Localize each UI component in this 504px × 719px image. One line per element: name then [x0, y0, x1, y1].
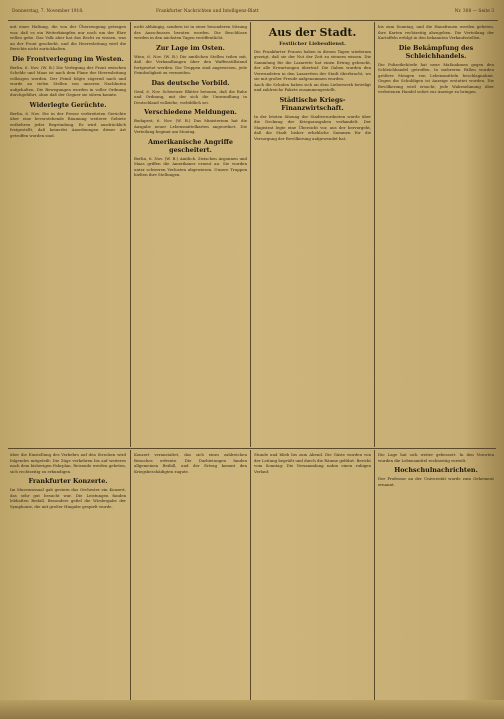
article-text: mit einer Haltung, die von der Überzeugung getragen war, daß es ein Weiterkämpfen nur noch um der Ehre willen gebe. Das Volk aber hat das Recht zu wissen, was an der Front geschieht, und die Heeresleitung wird die Berichte nicht zurückhalten.	[10, 24, 126, 51]
lower-column-3	[254, 452, 371, 698]
column-rule	[250, 22, 251, 447]
section-headline: Aus der Stadt.	[268, 26, 357, 39]
article-headline: Zur Lage im Osten.	[156, 43, 225, 52]
article-text: Die Lage hat sich weiter gebessert. In den Vororten wurden die Lebensmittel rechtzeitig verteilt.	[378, 452, 494, 463]
lower-column-4	[378, 452, 494, 698]
section-rule	[8, 448, 496, 449]
article-headline: Amerikanische Angriffe gescheitert.	[148, 137, 233, 154]
article-text: Stunde und blieb bis zum Abend. Die Gäste wurden von der Leitung begrüßt und durch die Räume geführt. Bericht vom Sonntag: Die Versammlung nahm einen ruhigen Verlauf.	[254, 452, 371, 474]
article-text: Die Polizeibehörde hat neue Maßnahmen gegen den Schleichhandel getroffen. In mehreren Fällen wurden größere Mengen von Lebensmitteln beschlagnahmt. Gegen die Schuldigen ist Anzeige erstattet worden. Die Bevölkerung wird ersucht, jede Wahrnehmung über verbotenen Handel sofort zur Anzeige zu bringen.	[378, 61, 494, 94]
column-rule	[374, 22, 375, 447]
article-headline: Festlicher Liebesdienst.	[279, 41, 346, 47]
column-1	[10, 24, 126, 446]
column-3	[254, 24, 371, 446]
article-text: Wien, 6. Nov. (W. B.) Die amtlichen Stellen teilen mit, daß die Verhandlungen über den Waffenstillstand fortgesetzt werden. Die Truppen sind angewiesen, jede Feindseligkeit zu vermeiden.	[134, 53, 247, 75]
article-headline: Hochschulnachrichten.	[394, 466, 478, 474]
article-text: Berlin, 6. Nov. Die in der Presse verbreiteten Gerüchte über eine bevorstehende Räumung weiterer Gebiete entbehren jeder Begründung. Es wird ausdrücklich festgestellt, daß keinerlei Anordnungen dieser Art getroffen worden sind.	[10, 110, 126, 138]
article-headline: Verschiedene Meldungen.	[144, 108, 237, 116]
article-headline: Frankfurter Konzerte.	[28, 477, 108, 485]
article-text: Berlin, 6. Nov. (W. B.) Amtlich. Zwischen Argonnen und Maas griffen die Amerikaner erneut an. Sie wurden unter schweren Verlusten abgewiesen. Unsere Truppen hielten ihre Stellungen.	[134, 155, 247, 177]
article-headline: Die Bekämpfung des Schleichhandels.	[398, 43, 474, 60]
article-headline: Städtische Kriegs-Finanzwirtschaft.	[279, 95, 346, 112]
article-text: bis zum Sonntag, und die Hausfrauen werden gebeten, ihre Karten rechtzeitig abzugeben. Die Verteilung der Kartoffeln erfolgt in den bekannten Verkaufsstellen.	[378, 24, 494, 40]
article-headline: Widerlegte Gerüchte.	[29, 100, 107, 109]
column-4	[378, 24, 494, 446]
page-bottom-edge	[0, 700, 504, 719]
article-text: Budapest, 6. Nov. (W. B.) Das Ministerium hat die Ausgabe neuer Lebensmittelkarten angeordnet. Die Verteilung beginnt am Montag.	[134, 118, 247, 134]
column-rule	[250, 450, 251, 700]
article-text: Die Frankfurter Frauen haben in diesen Tagen wiederum gezeigt, daß sie der Not der Zeit zu steuern wissen. Die Sammlung für die Lazarette hat einen Ertrag gebracht, der alle Erwartungen übertraf. Die Gaben wurden den Verwundeten in den Lazaretten der Stadt überbracht, wo sie mit großer Freude aufgenommen wurden.	[254, 48, 371, 81]
header-page-number: Nr. 308 — Seite 3	[454, 9, 494, 14]
lower-column-2	[134, 452, 247, 698]
header-paper-title: Frankfurter Nachrichten und Intelligenz-Blatt	[156, 9, 259, 14]
article-text: Berlin, 6. Nov. (W. B.) Die Verlegung der Front zwischen Schelde und Maas ist nach dem Plane der Heeresleitung vollzogen worden. Der Feind folgte zögernd nach und wurde an vielen Stellen von unseren Nachhuten aufgehalten. Die Bewegungen wurden in voller Ordnung durchgeführt, ohne daß der Gegner sie stören konnte.	[10, 64, 126, 97]
article-text: Im Museumssaal gab gestern das Orchester ein Konzert, das sehr gut besucht war. Die Leistungen fanden lebhaften Beifall. Besonders gefiel die Wiedergabe der Symphonie, die mit großer Hingabe gespielt wurde.	[10, 487, 126, 509]
page-header	[8, 6, 498, 21]
article-text: nicht abhängig, sondern ist in einer besonderen Sitzung des Ausschusses beraten worden. Die Beschlüsse werden in den nächsten Tagen veröffentlicht.	[134, 24, 247, 40]
article-headline: Die Frontverlegung im Westen.	[12, 54, 124, 63]
article-text: Der Professor an der Universität wurde zum Geheimrat ernannt.	[378, 476, 494, 487]
column-2	[134, 24, 247, 446]
article-headline: Das deutsche Vorbild.	[151, 78, 230, 87]
article-text: über die Einstellung des Verkehrs auf den Strecken wird folgendes mitgeteilt: Die Züge verkehren bis auf weiteres nach dem bisherigen Fahrplan. Reisende werden gebeten, sich rechtzeitig zu erkundigen.	[10, 452, 126, 474]
article-text: In der letzten Sitzung der Stadtverordneten wurde über die Deckung der Kriegsausgaben verhandelt. Der Magistrat legte eine Übersicht vor, aus der hervorgeht, daß die Stadt bisher erhebliche Summen für die Versorgung der Bevölkerung aufgewendet hat.	[254, 113, 371, 141]
article-text: Konzert veranstaltet, das sich eines zahlreichen Besuches erfreute. Die Darbietungen fanden allgemeinen Beifall, und der Ertrag kommt den Kriegsbeschädigten zugute.	[134, 452, 247, 474]
column-rule	[130, 22, 131, 447]
article-text: Genf, 6. Nov. Schweizer Blätter betonen, daß die Ruhe und Ordnung, mit der sich die Umwandlung in Deutschland vollziehe, vorbildlich sei.	[134, 88, 247, 105]
article-text: Auch die Schulen haben sich an dem Liebeswerk beteiligt und zahlreiche Pakete zusammengestellt.	[254, 81, 371, 92]
column-rule	[130, 450, 131, 700]
lower-column-1	[10, 452, 126, 698]
column-rule	[374, 450, 375, 700]
header-date: Donnerstag, 7. November 1918.	[12, 9, 84, 14]
